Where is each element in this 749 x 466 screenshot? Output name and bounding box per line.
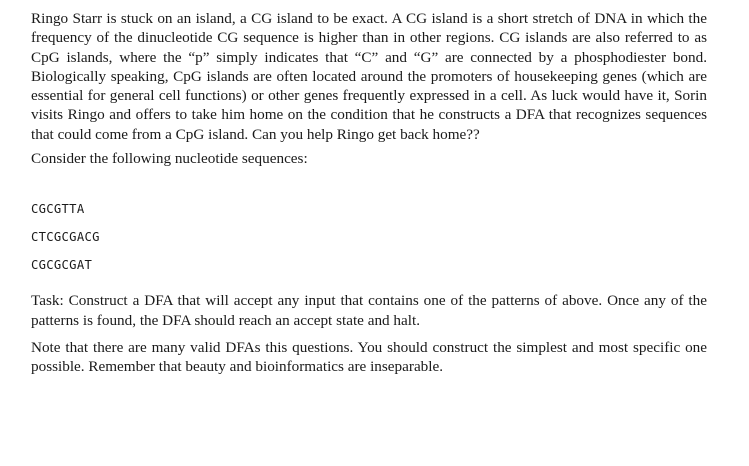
consider-paragraph: Consider the following nucleotide sequences: — [31, 150, 308, 168]
sequence-item: CGCGCGAT — [31, 258, 93, 273]
intro-paragraph: Ringo Starr is stuck on an island, a CG island to be exact. A CG island is a short stretch of DNA in which the frequency of the dinucleotide CG sequence is higher than in other regions. CG islands are also referred to as CpG islands, where the “p” simply indicates that “C” and “G” are connected by a phosphodiester bond. Biologically speaking, CpG islands are often located around the promoters of housekeeping genes (which are essential for general cell functions) or other genes frequently expressed in a cell. As luck would have it, Sorin visits Ringo and offers to take him home on the condition that he constructs a DFA that recognizes sequences that could come from a CpG island. Can you help Ringo get back home?? — [31, 10, 707, 143]
sequence-item: CTCGCGACG — [31, 230, 100, 245]
document-body — [31, 9, 707, 377]
sequence-list — [31, 202, 707, 272]
task-paragraph: Task: Construct a DFA that will accept any input that contains one of the patterns of above. Once any of the patterns is found, the DFA should reach an accept state and halt. — [31, 292, 707, 329]
note-paragraph: Note that there are many valid DFAs this questions. You should construct the simplest and most specific one possible. Remember that beauty and bioinformatics are inseparable. — [31, 338, 707, 376]
sequence-item: CGCGTTA — [31, 202, 85, 217]
